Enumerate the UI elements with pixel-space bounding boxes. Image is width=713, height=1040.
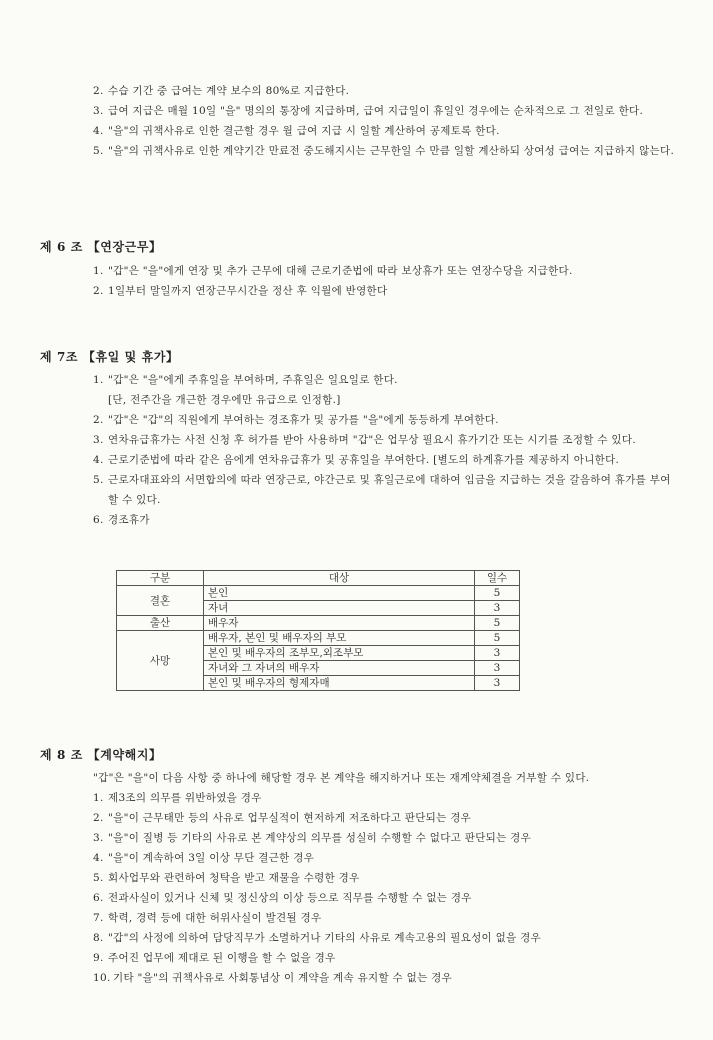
item-number: 9. <box>93 952 104 964</box>
item-number: 6. <box>93 892 104 904</box>
item-number: 4. <box>93 125 104 137</box>
list-item <box>93 788 683 808</box>
item-text: "을"이 근무태만 등의 사유로 업무실적이 현저하게 저조하다고 판단되는 경우 <box>108 812 472 824</box>
item-text: 주어진 업무에 제대로 된 이행을 할 수 없을 경우 <box>108 952 336 964</box>
list-item <box>93 430 678 450</box>
list-item <box>93 848 683 868</box>
item-number: 3. <box>93 832 104 844</box>
list-item <box>93 948 683 968</box>
item-text: 회사업무와 관련하여 청탁을 받고 재물을 수령한 경우 <box>108 872 360 884</box>
category-cell: 출산 <box>117 616 204 631</box>
article-6-list <box>93 261 678 301</box>
table-header-row <box>117 571 520 586</box>
article-8-list <box>93 788 683 988</box>
item-text: "을"의 귀책사유로 인한 계약기간 만료전 중도해지시는 근무한일 수 만큼 일할 계산하되 상여성 급여는 지급하지 않는다. <box>108 145 675 157</box>
item-number: 1. <box>93 792 104 804</box>
item-text: 학력, 경력 등에 대한 허위사실이 발견될 경우 <box>108 912 322 924</box>
list-item <box>93 141 678 161</box>
header-target: 대상 <box>204 571 475 586</box>
list-item <box>93 81 678 101</box>
item-number: 2. <box>93 414 104 426</box>
target-cell: 배우자, 본인 및 배우자의 부모 <box>204 631 475 646</box>
category-cell: 사망 <box>117 631 204 691</box>
weekly-holiday-note: [단, 전주간을 개근한 경우에만 유급으로 인정함.] <box>108 394 341 406</box>
article-8-heading: 제 8 조 【계약해지】 <box>40 748 162 762</box>
pay-clause-list <box>93 81 678 161</box>
item-text: "을"이 계속하여 3일 이상 무단 결근한 경우 <box>108 852 315 864</box>
list-item <box>93 470 678 510</box>
item-text: "갑"은 "갑"의 직원에게 부여하는 경조휴가 및 공가를 "을"에게 동등하게 부여한다. <box>108 414 499 426</box>
item-text: "갑"은 "을"에게 주휴일을 부여하며, 주휴일은 일요일로 한다. <box>108 374 398 386</box>
list-item <box>93 828 683 848</box>
item-text: 연차유급휴가는 사전 신청 후 허가를 받아 사용하며 "갑"은 업무상 필요시 휴가기간 또는 시기를 조정할 수 있다. <box>108 434 636 446</box>
item-number: 5. <box>93 145 104 157</box>
item-text: 근로기준법에 따라 같은 음에게 연차유급휴가 및 공휴일을 부여한다. [별도의 하계휴가를 제공하지 아니한다. <box>108 454 620 466</box>
list-item <box>93 121 678 141</box>
item-text: 근로자대표와의 서면합의에 따라 연장근로, 야간근로 및 휴일근로에 대하여 임금을 지급하는 것을 갈음하여 휴가를 부여 할 수 있다. <box>108 474 671 506</box>
article-8-body <box>93 768 683 988</box>
article-7-heading: 제 7조 【휴일 및 휴가】 <box>40 350 179 364</box>
item-number: 4. <box>93 852 104 864</box>
item-number: 8. <box>93 932 104 944</box>
item-number: 1. <box>93 265 104 277</box>
item-text: "을"의 귀책사유로 인한 결근할 경우 월 급여 지급 시 일할 계산하여 공제토록 한다. <box>108 125 500 137</box>
category-cell: 결혼 <box>117 586 204 616</box>
item-text: "갑"은 "을"에게 연장 및 추가 근무에 대해 근로기준법에 따라 보상휴가 또는 연장수당을 지급한다. <box>108 265 573 277</box>
item-text: 기타 "을"의 귀책사유로 사회통념상 이 계약을 계속 유지할 수 없는 경우 <box>113 972 453 984</box>
target-cell: 본인 및 배우자의 형제자매 <box>204 676 475 691</box>
item-text: 경조휴가 <box>108 514 150 526</box>
list-item <box>93 510 678 530</box>
item-text: 1일부터 말일까지 연장근무시간을 정산 후 익월에 반영한다 <box>108 285 388 297</box>
list-item <box>93 868 683 888</box>
table-row <box>117 616 520 631</box>
item-number: 5. <box>93 872 104 884</box>
days-cell: 5 <box>475 631 520 646</box>
item-text: 급여 지급은 매월 10일 "을" 명의의 통장에 지급하며, 급여 지급일이 휴일인 경우에는 순차적으로 그 전일로 한다. <box>108 105 644 117</box>
item-number: 1. <box>93 374 104 386</box>
days-cell: 3 <box>475 646 520 661</box>
header-category: 구분 <box>117 571 204 586</box>
article-7-list <box>93 370 678 530</box>
list-item <box>93 968 683 988</box>
article-6-heading: 제 6 조 【연장근무】 <box>40 240 162 254</box>
list-item <box>93 888 683 908</box>
item-number: 3. <box>93 105 104 117</box>
item-text: "갑"의 사정에 의하여 담당직무가 소멸하거나 기타의 사유로 계속고용의 필요성이 없을 경우 <box>108 932 542 944</box>
days-cell: 3 <box>475 676 520 691</box>
item-number: 2. <box>93 812 104 824</box>
item-number: 6. <box>93 514 104 526</box>
list-item <box>93 101 678 121</box>
list-item <box>93 908 683 928</box>
item-text: 전과사실이 있거나 신체 및 정신상의 이상 등으로 직무를 수행할 수 없는 경우 <box>108 892 472 904</box>
target-cell: 본인 <box>204 586 475 601</box>
item-number: 10. <box>93 972 111 984</box>
item-number: 2. <box>93 285 104 297</box>
target-cell: 자녀 <box>204 601 475 616</box>
item-text: 수습 기간 중 급여는 계약 보수의 80%로 지급한다. <box>108 85 350 97</box>
list-item <box>93 261 678 281</box>
days-cell: 3 <box>475 601 520 616</box>
days-cell: 5 <box>475 586 520 601</box>
days-cell: 5 <box>475 616 520 631</box>
list-item <box>93 281 678 301</box>
item-number: 5. <box>93 474 104 486</box>
target-cell: 본인 및 배우자의 조부모,외조부모 <box>204 646 475 661</box>
header-days: 일수 <box>475 571 520 586</box>
days-cell: 3 <box>475 661 520 676</box>
table-row <box>117 631 520 646</box>
table-row <box>117 586 520 601</box>
condolence-leave-table <box>116 570 520 691</box>
target-cell: 배우자 <box>204 616 475 631</box>
item-number: 2. <box>93 85 104 97</box>
article-8-intro: "갑"은 "을"이 다음 사항 중 하나에 해당할 경우 본 계약을 해지하거나 또는 재계약체결을 거부할 수 있다. <box>93 772 590 784</box>
list-item <box>93 410 678 430</box>
list-item <box>93 808 683 828</box>
item-number: 7. <box>93 912 104 924</box>
target-cell: 자녀와 그 자녀의 배우자 <box>204 661 475 676</box>
list-item <box>93 370 678 390</box>
item-text: "을"이 질병 등 기타의 사유로 본 계약상의 의무를 성실히 수행할 수 없다고 판단되는 경우 <box>108 832 532 844</box>
list-item <box>93 928 683 948</box>
item-number: 4. <box>93 454 104 466</box>
item-number: 3. <box>93 434 104 446</box>
list-item <box>93 450 678 470</box>
item-text: 제3조의 의무를 위반하였을 경우 <box>108 792 262 804</box>
